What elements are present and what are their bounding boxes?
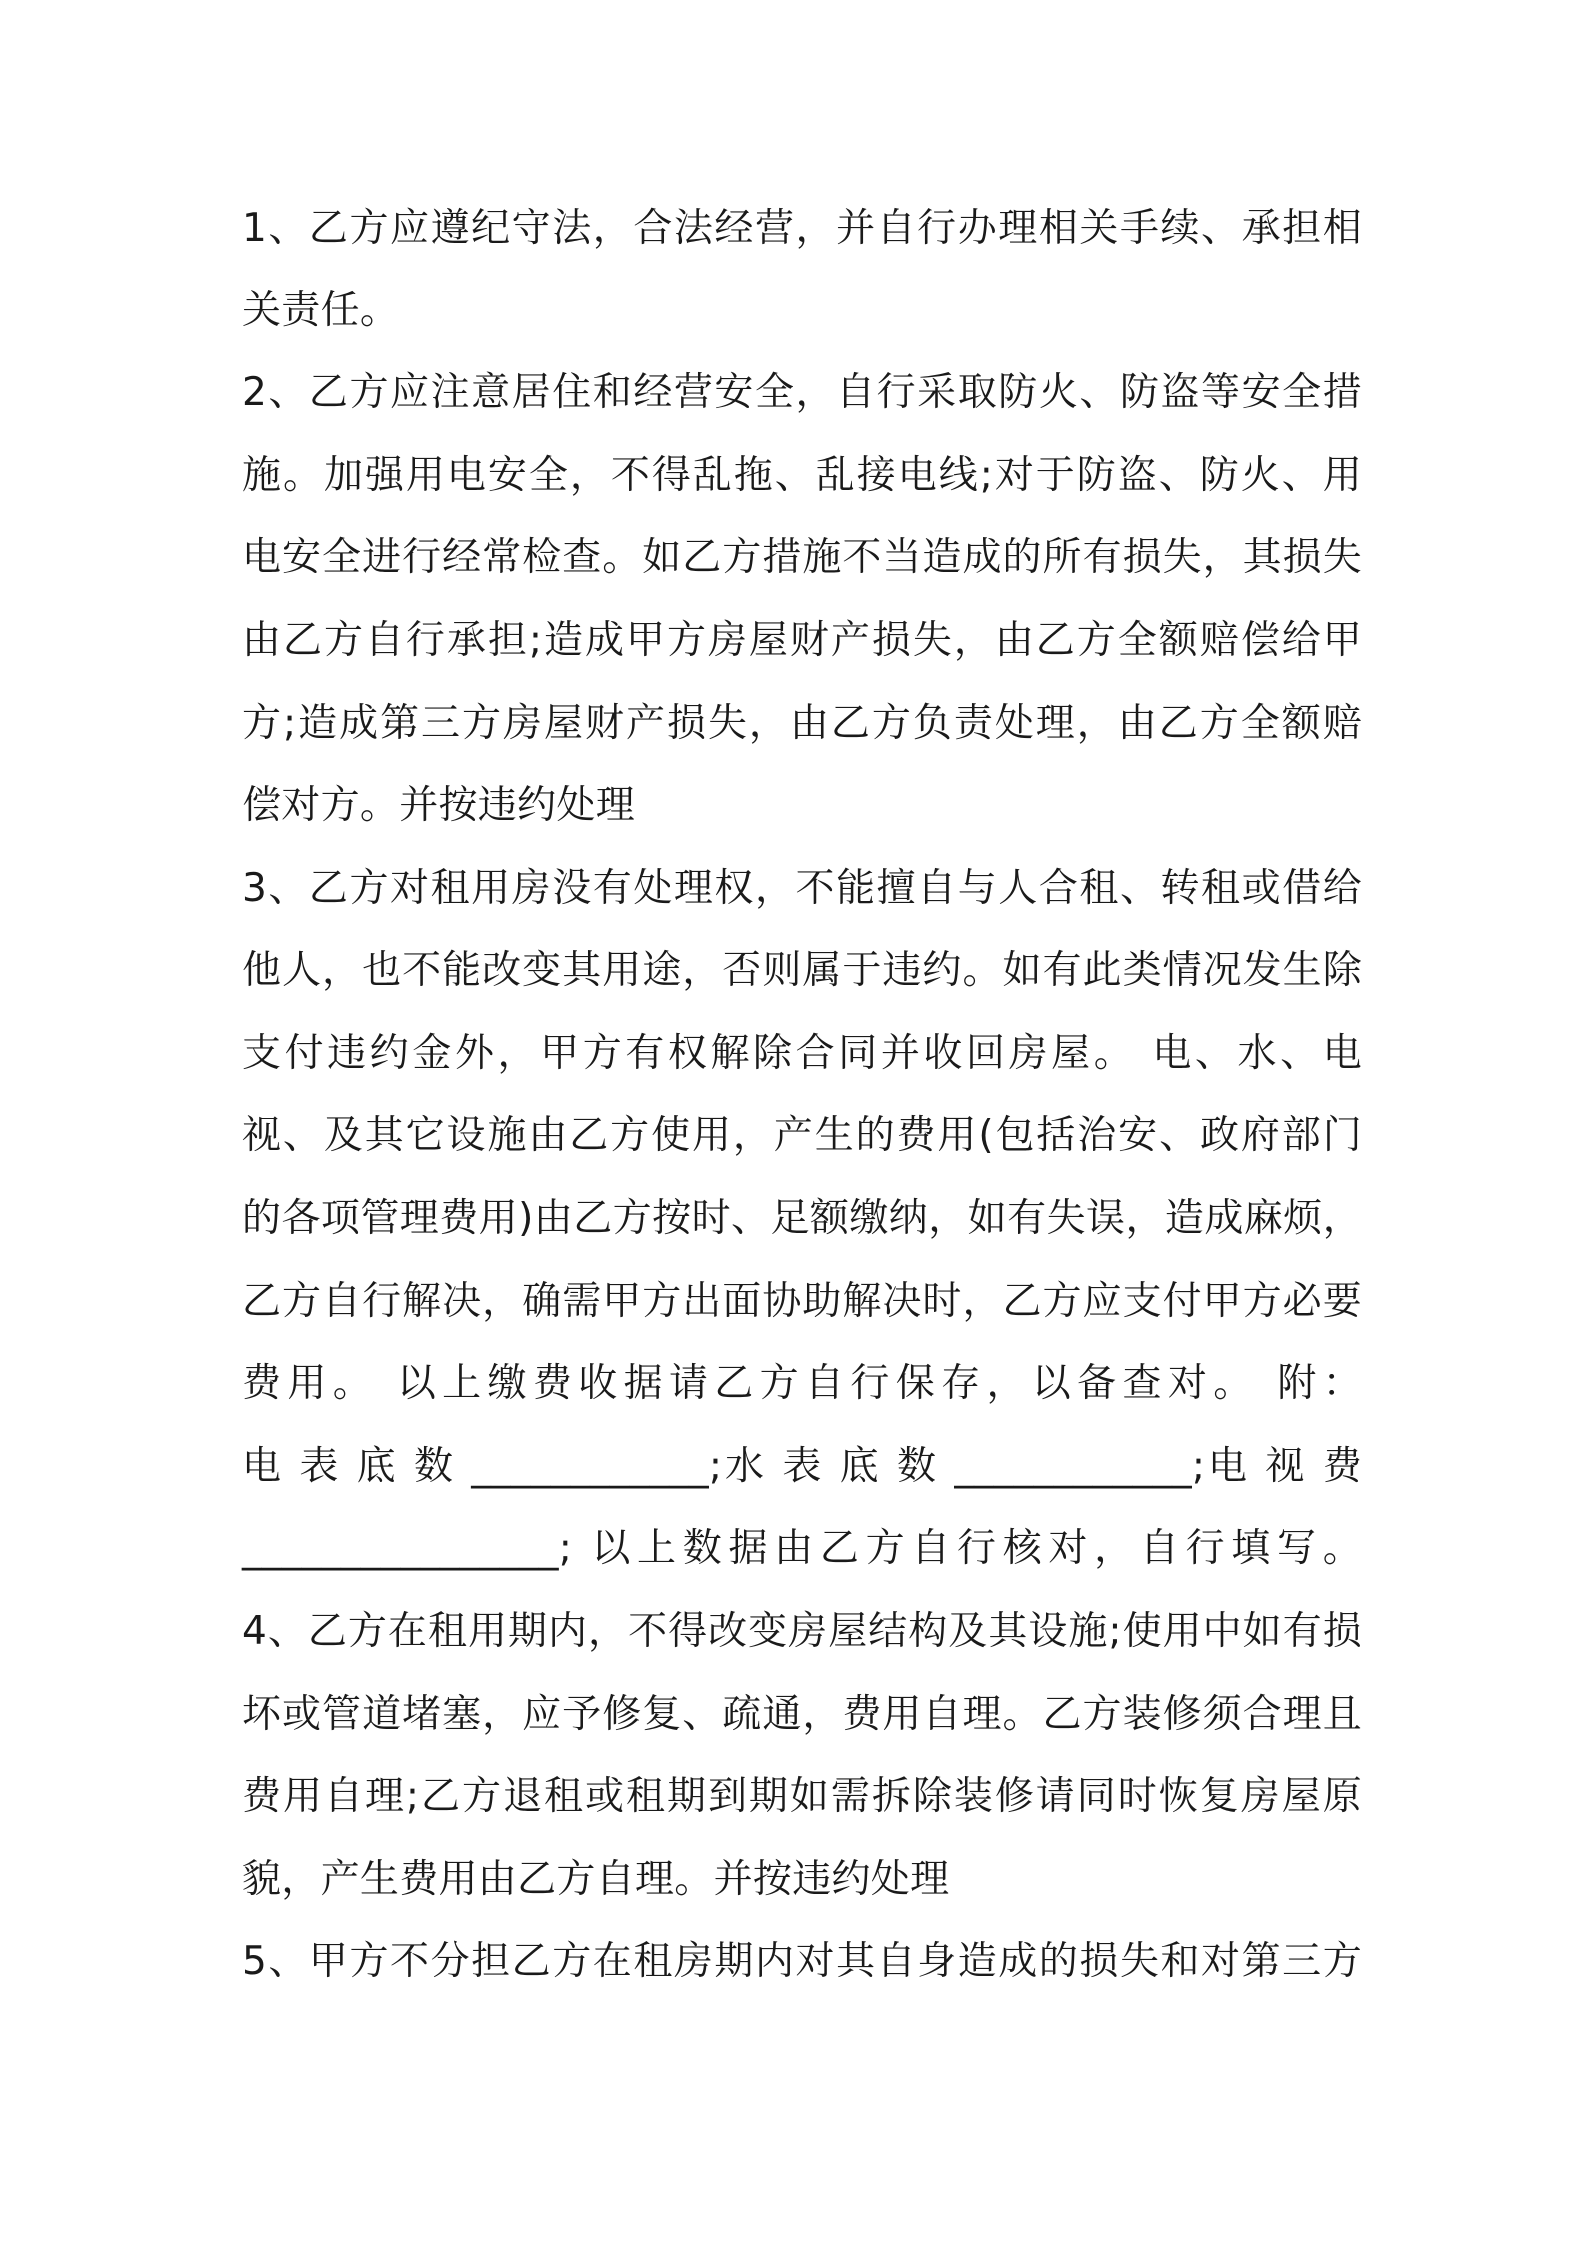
text-line: 视、及其它设施由乙方使用，产生的费用(包括治安、政府部门 [242, 1113, 1362, 1158]
text-line: 由乙方自行承担;造成甲方房屋财产损失，由乙方全额赔偿给甲 [242, 618, 1362, 663]
text-line: 支付违约金外，甲方有权解除合同并收回房屋。 电、水、电 [242, 1031, 1362, 1076]
text-line: 偿对方。并按违约处理 [242, 783, 636, 828]
text-line: 坏或管道堵塞，应予修复、疏通，费用自理。乙方装修须合理且 [242, 1692, 1362, 1737]
text-line: 电 表 底 数 ____________;水 表 底 数 ____________;电 视 费 [242, 1444, 1362, 1489]
text-line: 4、乙方在租用期内，不得改变房屋结构及其设施;使用中如有损 [242, 1609, 1362, 1654]
text-line: ________________; 以上数据由乙方自行核对，自行填写。 [242, 1526, 1362, 1571]
text-line: 1、乙方应遵纪守法，合法经营，并自行办理相关手续、承担相 [242, 206, 1362, 251]
text-line: 费用。 以上缴费收据请乙方自行保存，以备查对。 附： [242, 1361, 1362, 1406]
text-line: 电安全进行经常检查。如乙方措施不当造成的所有损失，其损失 [242, 535, 1362, 580]
text-line: 方;造成第三方房屋财产损失，由乙方负责处理，由乙方全额赔 [242, 701, 1362, 746]
text-line: 貌，产生费用由乙方自理。并按违约处理 [242, 1857, 950, 1902]
text-line: 的各项管理费用)由乙方按时、足额缴纳，如有失误，造成麻烦， [242, 1196, 1362, 1241]
text-line: 3、乙方对租用房没有处理权，不能擅自与人合租、转租或借给 [242, 866, 1362, 911]
text-line: 乙方自行解决，确需甲方出面协助解决时，乙方应支付甲方必要 [242, 1279, 1362, 1324]
text-line: 他人，也不能改变其用途，否则属于违约。如有此类情况发生除 [242, 948, 1362, 993]
text-line: 2、乙方应注意居住和经营安全，自行采取防火、防盗等安全措 [242, 370, 1362, 415]
text-line: 关责任。 [242, 288, 400, 333]
text-line: 施。加强用电安全，不得乱拖、乱接电线;对于防盗、防火、用 [242, 453, 1362, 498]
text-line: 5、甲方不分担乙方在租房期内对其自身造成的损失和对第三方 [242, 1939, 1362, 1984]
text-line: 费用自理;乙方退租或租期到期如需拆除装修请同时恢复房屋原 [242, 1774, 1362, 1819]
